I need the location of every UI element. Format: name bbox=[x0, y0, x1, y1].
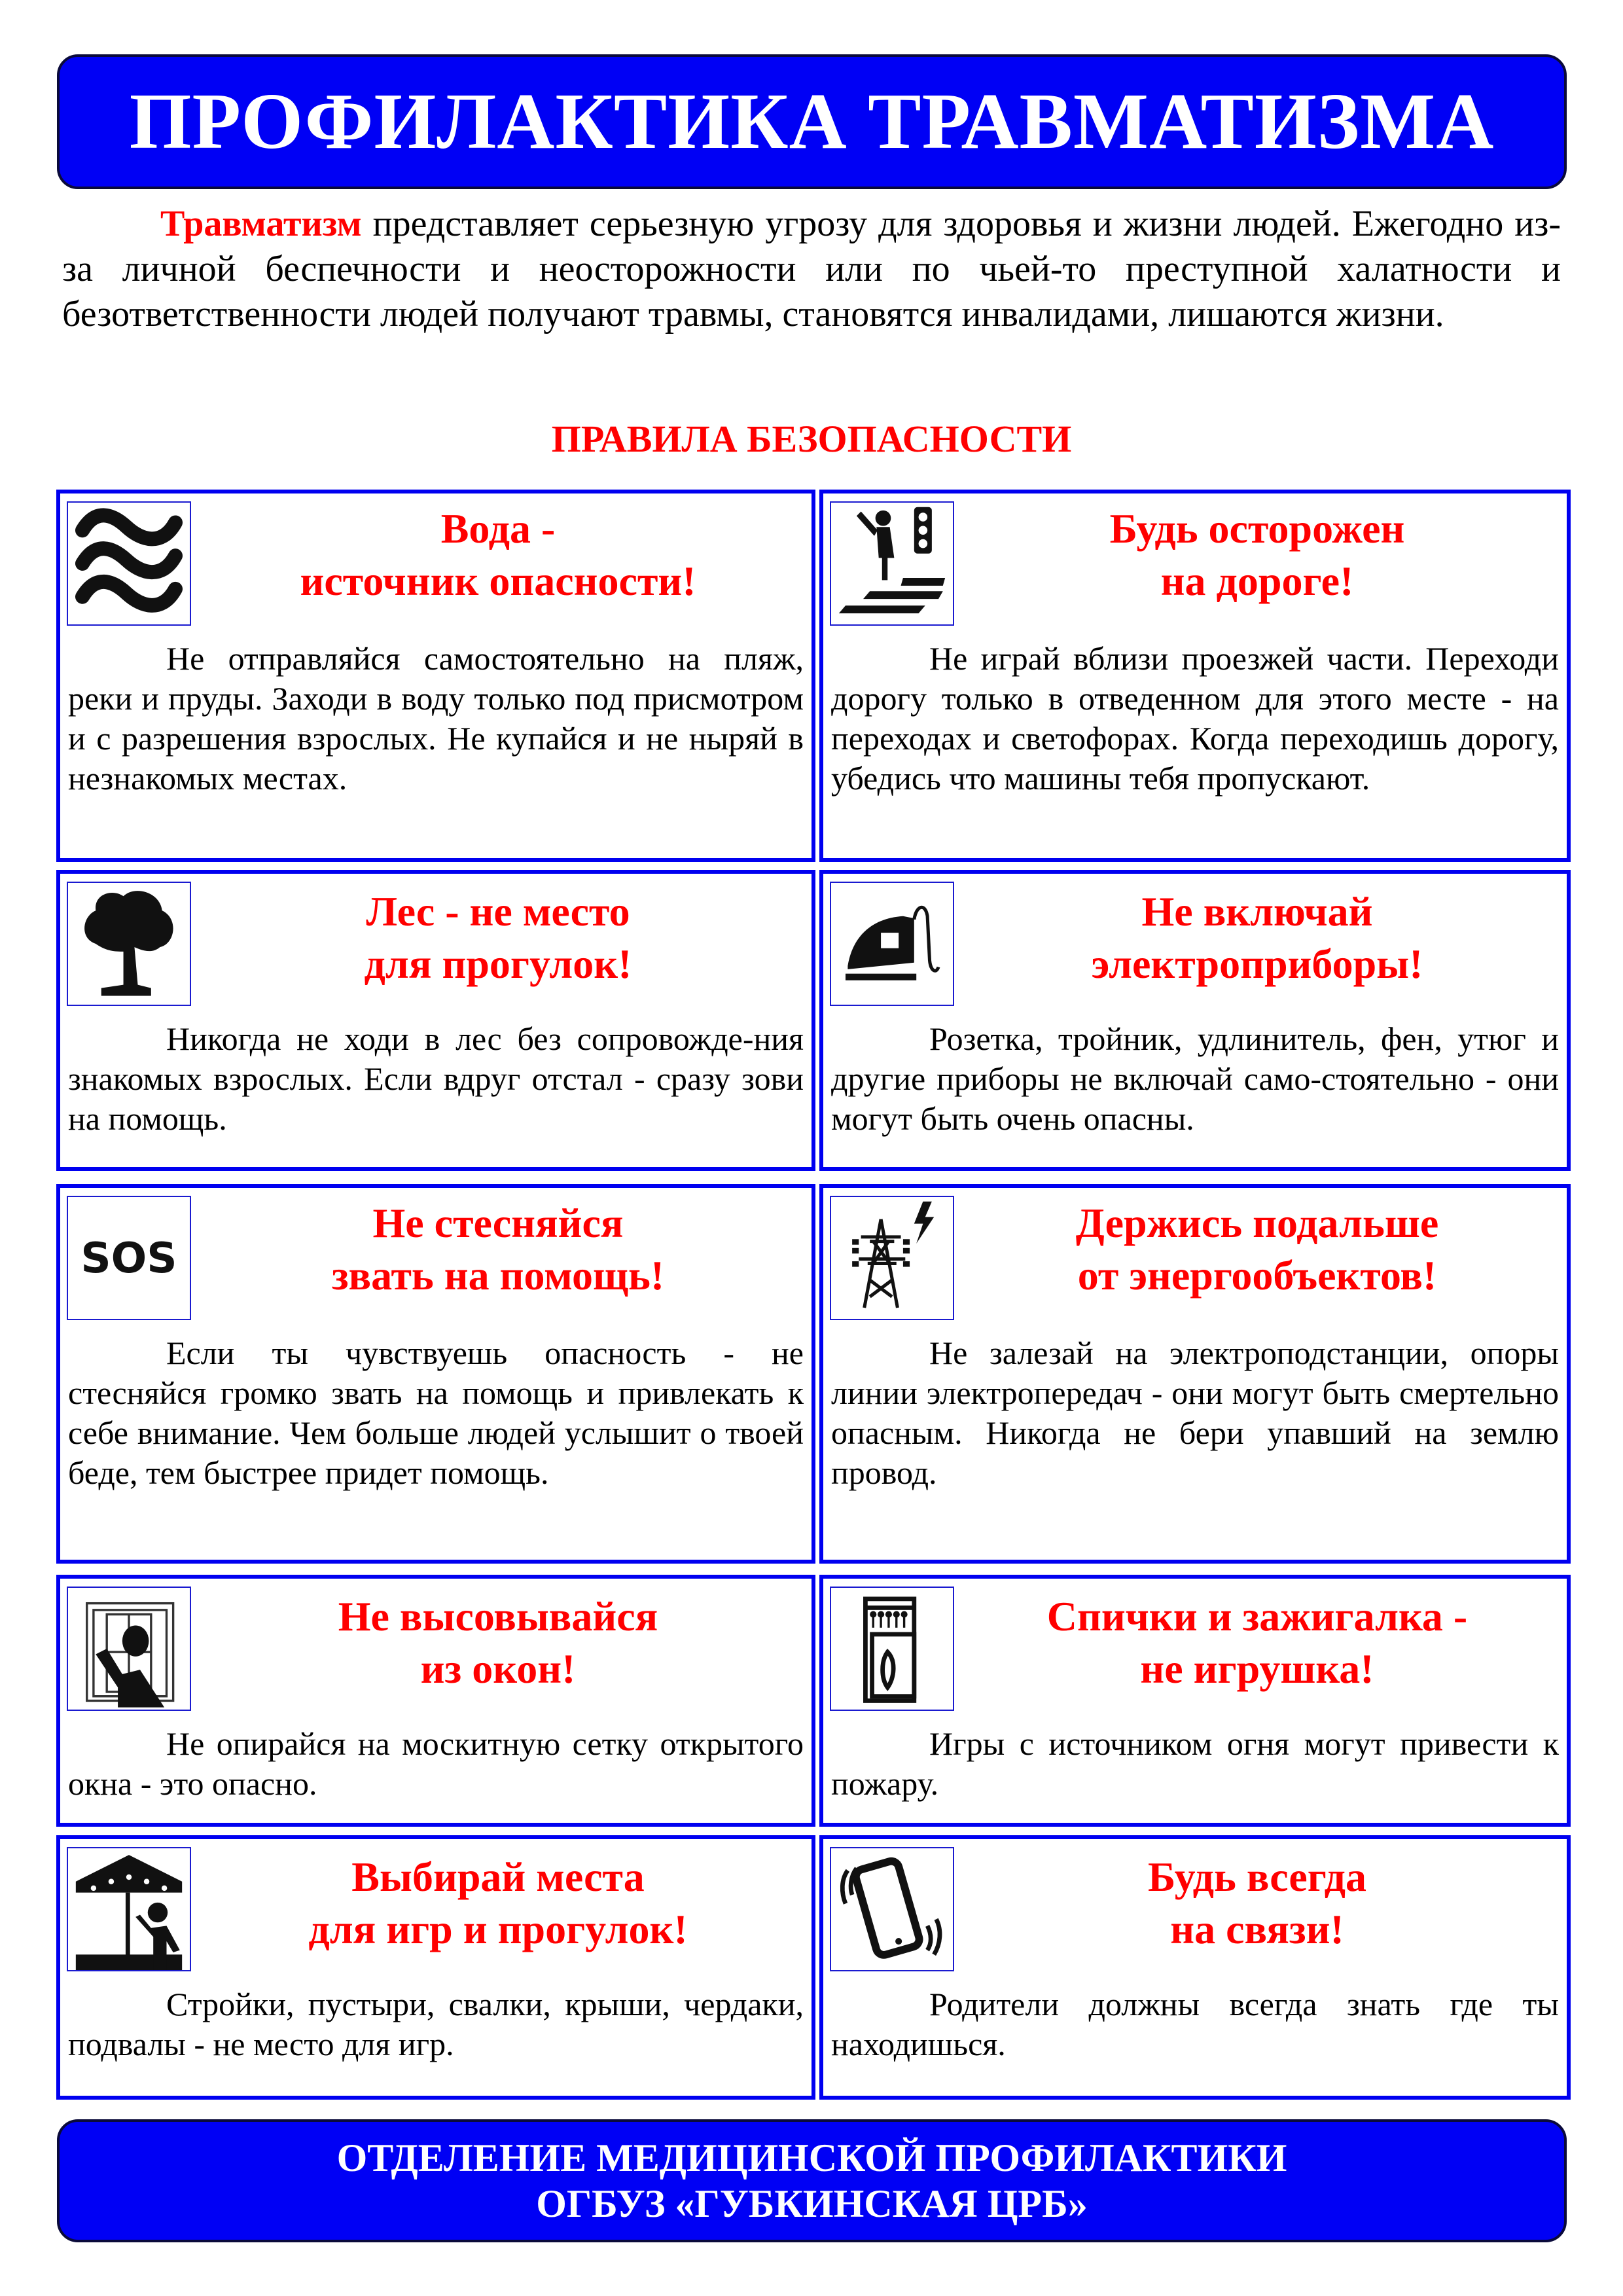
card-title-line: из окон! bbox=[420, 1645, 576, 1692]
card-title bbox=[961, 886, 1554, 990]
rule-card-power bbox=[819, 1184, 1571, 1564]
card-title-line: для игр и прогулок! bbox=[308, 1906, 688, 1952]
card-title-line: на связи! bbox=[1170, 1906, 1344, 1952]
card-title-line: Будь всегда bbox=[1147, 1854, 1367, 1900]
card-text bbox=[68, 639, 804, 798]
card-title bbox=[961, 1851, 1554, 1956]
matchbox-icon bbox=[830, 1587, 954, 1711]
card-title-line: на дороге! bbox=[1160, 558, 1354, 604]
page-title: ПРОФИЛАКТИКА ТРАВМАТИЗМА bbox=[129, 77, 1495, 166]
sos-icon bbox=[67, 1196, 191, 1320]
sos-icon-text: SOS bbox=[80, 1233, 177, 1283]
card-text bbox=[68, 1333, 804, 1493]
power-tower-icon bbox=[830, 1196, 954, 1320]
card-title-line: электроприборы! bbox=[1091, 941, 1423, 987]
card-title-line: Не включай bbox=[1141, 888, 1373, 935]
intro-lead-word: Травматизм bbox=[160, 204, 362, 244]
iron-icon bbox=[830, 882, 954, 1006]
card-title-line: Выбирай места bbox=[351, 1854, 645, 1900]
card-text-body: Стройки, пустыри, свалки, крыши, чердаки, подвалы - не место для игр. bbox=[68, 1986, 804, 2062]
card-title bbox=[198, 503, 798, 607]
header-banner bbox=[57, 54, 1567, 189]
rule-card-playground bbox=[56, 1835, 815, 2100]
card-title-line: Держись подальше bbox=[1075, 1200, 1439, 1246]
card-title-line: Будь осторожен bbox=[1109, 505, 1405, 552]
card-text bbox=[831, 1333, 1559, 1493]
rule-card-window bbox=[56, 1575, 815, 1827]
card-title-line: источник опасности! bbox=[300, 558, 696, 604]
card-title bbox=[961, 1197, 1554, 1302]
card-text bbox=[68, 1019, 804, 1139]
card-text-body: Не отправляйся самостоятельно на пляж, реки и пруды. Заходи в воду только под присмотром и с разрешения взрослых. Не купайся и не ныряй в незнакомых местах. bbox=[68, 640, 804, 797]
rule-card-help bbox=[56, 1184, 815, 1564]
card-title-line: Вода - bbox=[440, 505, 556, 552]
card-text-body: Не залезай на электроподстанции, опоры линии электропередач - они могут быть смертельно опасным. Никогда не бери упавший на землю провод. bbox=[831, 1335, 1559, 1491]
rule-card-forest bbox=[56, 870, 815, 1171]
intro-paragraph bbox=[62, 202, 1561, 337]
card-title-line: не игрушка! bbox=[1140, 1645, 1374, 1692]
intro-text: представляет серьезную угрозу для здоровья и жизни людей. Ежегодно из-за личной беспечности и неосторожности или по чьей-то преступной халатности и безответственности людей получают травмы, становятся инвалидами, лишаются жизни. bbox=[62, 204, 1561, 334]
card-text-body: Игры с источником огня могут привести к пожару. bbox=[831, 1725, 1559, 1802]
card-text-body: Родители должны всегда знать где ты находишься. bbox=[831, 1986, 1559, 2062]
playground-icon bbox=[67, 1847, 191, 1971]
card-title-line: звать на помощь! bbox=[331, 1252, 665, 1299]
card-title-line: от энергообъектов! bbox=[1077, 1252, 1437, 1299]
rule-card-appliances bbox=[819, 870, 1571, 1171]
card-title bbox=[198, 1197, 798, 1302]
card-title bbox=[198, 1851, 798, 1956]
card-text bbox=[831, 639, 1559, 798]
card-title-line: для прогулок! bbox=[364, 941, 632, 987]
window-person-icon bbox=[67, 1587, 191, 1711]
card-text bbox=[831, 1019, 1559, 1139]
card-text-body: Не играй вблизи проезжей части. Переходи дорогу только в отведенном для этого месте - на переходах и светофорах. Когда переходишь дорогу, убедись что машины тебя пропускают. bbox=[831, 640, 1559, 797]
card-text-body: Если ты чувствуешь опасность - не стесняйся громко звать на помощь и привлекать к себе внимание. Чем больше людей услышит о твоей беде, тем быстрее придет помощь. bbox=[68, 1335, 804, 1491]
tree-icon bbox=[67, 882, 191, 1006]
card-title bbox=[198, 886, 798, 990]
card-text-body: Никогда не ходи в лес без сопровожде-ния знакомых взрослых. Если вдруг отстал - сразу зови на помощь. bbox=[68, 1020, 804, 1137]
footer-banner bbox=[57, 2119, 1567, 2242]
card-title-line: Не высовывайся bbox=[338, 1593, 658, 1640]
card-text bbox=[831, 1724, 1559, 1804]
rule-card-phone bbox=[819, 1835, 1571, 2100]
card-title bbox=[198, 1590, 798, 1695]
rule-card-matches bbox=[819, 1575, 1571, 1827]
water-waves-icon bbox=[67, 501, 191, 626]
phone-ringing-icon bbox=[830, 1847, 954, 1971]
card-title bbox=[961, 503, 1554, 607]
card-text-body: Не опирайся на москитную сетку открытого окна - это опасно. bbox=[68, 1725, 804, 1802]
card-title-line: Спички и зажигалка - bbox=[1046, 1593, 1468, 1640]
card-text-body: Розетка, тройник, удлинитель, фен, утюг и другие приборы не включай само-стоятельно - они могут быть очень опасны. bbox=[831, 1020, 1559, 1137]
card-title bbox=[961, 1590, 1554, 1695]
section-title: ПРАВИЛА БЕЗОПАСНОСТИ bbox=[551, 418, 1072, 460]
card-text bbox=[68, 1724, 804, 1804]
rule-card-road bbox=[819, 490, 1571, 862]
card-text bbox=[831, 1984, 1559, 2064]
card-title-line: Не стесняйся bbox=[372, 1200, 624, 1246]
card-text bbox=[68, 1984, 804, 2064]
footer-line-1: ОТДЕЛЕНИЕ МЕДИЦИНСКОЙ ПРОФИЛАКТИКИ bbox=[336, 2136, 1287, 2179]
card-title-line: Лес - не место bbox=[366, 888, 630, 935]
rule-card-water bbox=[56, 490, 815, 862]
pedestrian-crossing-icon bbox=[830, 501, 954, 626]
footer-line-2: ОГБУЗ «ГУБКИНСКАЯ ЦРБ» bbox=[536, 2182, 1088, 2225]
